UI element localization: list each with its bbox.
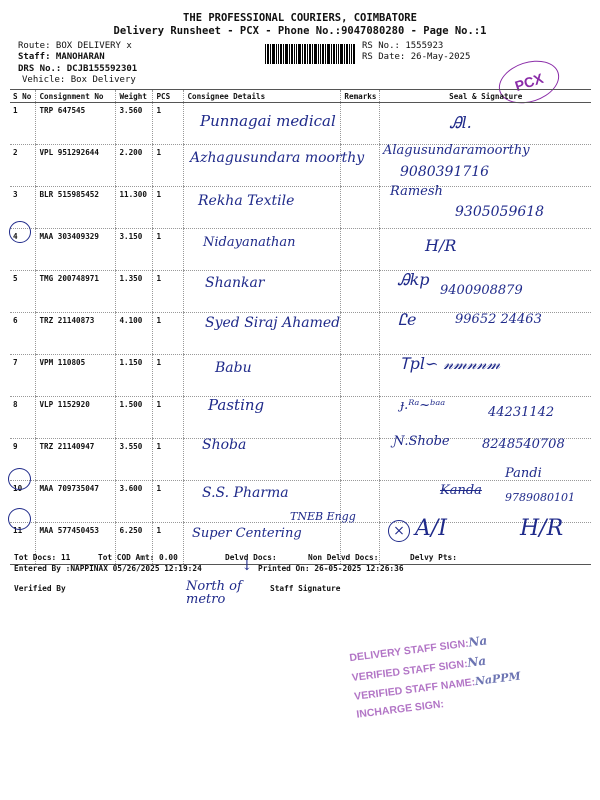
stamp-line: VERIFIED STAFF SIGN: — [351, 657, 469, 685]
document-subtitle: Delivery Runsheet - PCX - Phone No.:9047080280 - Page No.:1 — [113, 25, 487, 37]
cell-pcs: 1 — [153, 355, 184, 397]
total-cod-amount: Tot COD Amt: 0.00 — [98, 553, 178, 562]
cell-consignment: TRZ 21140947 — [36, 439, 116, 481]
cell-weight: 11.300 — [116, 187, 153, 229]
cell-consignment: TRZ 21140873 — [36, 313, 116, 355]
handwritten-note: North of metro — [186, 579, 242, 607]
cell-pcs: 1 — [153, 187, 184, 229]
entered-by: Entered By :NAPPINAX 05/26/2025 12:19:24 — [14, 564, 202, 573]
handwritten-phone: 99652 24463 — [455, 312, 542, 327]
cell-pcs: 1 — [153, 229, 184, 271]
cell-remarks — [341, 313, 380, 355]
stamp-line: INCHARGE SIGN: — [355, 698, 445, 721]
delivered-docs: Delvd Docs: — [225, 553, 277, 562]
handwritten-consignee: Azhagusundara moorthy — [190, 150, 365, 166]
handwritten-signature: Ramesh — [390, 184, 443, 199]
total-docs: Tot Docs: 11 — [14, 553, 71, 562]
handwritten-consignee: Syed Siraj Ahamed — [205, 315, 341, 331]
drs-number: DRS No.: DCJB155592301 — [18, 64, 138, 74]
staff-label: Staff: MANOHARAN — [18, 52, 105, 62]
stamp-line: VERIFIED STAFF NAME: — [353, 676, 476, 703]
cell-consignment: BLR 515985452 — [36, 187, 116, 229]
cell-weight: 1.350 — [116, 271, 153, 313]
cell-remarks — [341, 397, 380, 439]
column-header: Weight — [116, 90, 153, 103]
handwritten-phone: 9789080101 — [505, 491, 575, 504]
cell-remarks — [341, 439, 380, 481]
column-header: Remarks — [341, 90, 380, 103]
cell-pcs: 1 — [153, 313, 184, 355]
barcode-image — [265, 44, 355, 64]
table-header-row — [10, 90, 591, 103]
handwritten-phone: 44231142 — [488, 405, 555, 420]
rs-number: RS No.: 1555923 — [362, 41, 444, 51]
cell-weight: 3.550 — [116, 439, 153, 481]
handwritten-mark: H/R — [425, 236, 457, 255]
cell-sno: 2 — [10, 145, 36, 187]
cell-consignee — [184, 355, 341, 397]
pcx-stamp-text: PCX — [512, 69, 546, 95]
arrow-mark: ↓ — [241, 558, 253, 574]
cell-consignment: TRP 647545 — [36, 103, 116, 145]
cell-seal — [380, 229, 591, 271]
handwritten-consignee: Shankar — [205, 275, 265, 291]
cell-consignment: VLP 1152920 — [36, 397, 116, 439]
cell-remarks — [341, 187, 380, 229]
cell-consignment: MAA 303409329 — [36, 229, 116, 271]
delivery-points: Delvy Pts: — [410, 553, 457, 562]
stamp-line: DELIVERY STAFF SIGN: — [348, 637, 470, 665]
table-row — [10, 355, 591, 397]
verification-stamp — [349, 622, 586, 721]
handwritten-signature: Ꭲpl∽ 𝓃𝓂𝓃𝓃𝓂 — [400, 354, 501, 373]
cell-weight: 2.200 — [116, 145, 153, 187]
handwritten-phone: 9400908879 — [440, 283, 523, 298]
stamp-sign: NaPPM — [474, 669, 522, 689]
handwritten-signature: Ɲ.Shobe — [393, 434, 450, 449]
handwritten-signature: ɟ.ᴿᵃ~ᵇᵃᵃ — [400, 398, 446, 413]
handwritten-consignee: Shoba — [202, 437, 247, 453]
handwritten-signature: Ꭿkp — [398, 270, 430, 289]
cell-sno: 5 — [10, 271, 36, 313]
cell-weight: 1.500 — [116, 397, 153, 439]
non-delivered-docs: Non Delvd Docs: — [308, 553, 379, 562]
handwritten-consignee: Babu — [215, 360, 252, 376]
handwritten-signature: Ꮭe — [398, 310, 417, 329]
vehicle-label: Vehicle: Box Delivery — [22, 75, 136, 85]
cell-seal — [380, 103, 591, 145]
cell-pcs: 1 — [153, 439, 184, 481]
circle-mark — [9, 221, 31, 243]
column-header: Consignment No — [36, 90, 116, 103]
cell-remarks — [341, 229, 380, 271]
cell-sno: 7 — [10, 355, 36, 397]
cell-remarks — [341, 271, 380, 313]
handwritten-consignee-note: TNEB Engg — [290, 510, 356, 523]
cell-pcs: 1 — [153, 397, 184, 439]
cell-remarks — [341, 355, 380, 397]
handwritten-signature: Pandi — [505, 466, 542, 481]
cell-consignment: MAA 709735047 — [36, 481, 116, 523]
handwritten-consignee: S.S. Pharma — [202, 485, 289, 501]
cell-consignment: TMG 200748971 — [36, 271, 116, 313]
table-row — [10, 229, 591, 271]
staff-signature-label: Staff Signature — [270, 584, 341, 593]
cell-sno: 6 — [10, 313, 36, 355]
column-header: Seal & Signature — [380, 90, 591, 103]
cell-consignment: VPM 110805 — [36, 355, 116, 397]
rs-date: RS Date: 26-May-2025 — [362, 52, 471, 62]
handwritten-phone: 9080391716 — [400, 164, 490, 180]
column-header: PCS — [153, 90, 184, 103]
handwritten-consignee: Rekha Textile — [198, 193, 295, 209]
stamp-sign: Na — [467, 633, 488, 650]
cell-pcs: 1 — [153, 481, 184, 523]
cell-sno: 11 — [10, 523, 36, 565]
column-header: S No — [10, 90, 36, 103]
handwritten-signature: Alagusundaramoorthy — [383, 143, 530, 158]
crossed-circle-mark: × — [388, 520, 410, 542]
handwritten-mark: A/I — [415, 516, 447, 541]
cell-sno: 1 — [10, 103, 36, 145]
cell-pcs: 1 — [153, 103, 184, 145]
circle-mark — [8, 468, 31, 490]
cell-pcs: 1 — [153, 145, 184, 187]
cell-sno: 3 — [10, 187, 36, 229]
cell-sno: 9 — [10, 439, 36, 481]
stamp-sign: Na — [466, 653, 487, 670]
document-title: THE PROFESSIONAL COURIERS, COIMBATORE — [183, 12, 417, 24]
cell-weight: 6.250 — [116, 523, 153, 565]
circle-mark — [8, 508, 31, 530]
verified-by-label: Verified By — [14, 584, 66, 593]
handwritten-consignee: Nidayanathan — [203, 235, 296, 250]
cell-consignment: MAA 577450453 — [36, 523, 116, 565]
cell-pcs: 1 — [153, 271, 184, 313]
handwritten-signature: Kanda — [440, 483, 482, 498]
handwritten-mark: H/R — [520, 516, 564, 541]
handwritten-phone: 8248540708 — [482, 437, 565, 452]
handwritten-consignee: Pasting — [208, 396, 265, 414]
cell-weight: 3.560 — [116, 103, 153, 145]
cell-consignment: VPL 951292644 — [36, 145, 116, 187]
cell-sno: 8 — [10, 397, 36, 439]
cell-sno: 4 — [10, 229, 36, 271]
cell-remarks — [341, 103, 380, 145]
cell-weight: 3.150 — [116, 229, 153, 271]
cell-weight: 4.100 — [116, 313, 153, 355]
cell-pcs: 1 — [153, 523, 184, 565]
cell-weight: 1.150 — [116, 355, 153, 397]
handwritten-signature: Ꭿl. — [450, 113, 472, 132]
route-label: Route: BOX DELIVERY x — [18, 41, 132, 51]
handwritten-consignee: Punnagai medical — [200, 112, 336, 130]
handwritten-consignee: Super Centering — [192, 526, 302, 541]
cell-weight: 3.600 — [116, 481, 153, 523]
column-header: Consignee Details — [184, 90, 341, 103]
handwritten-phone: 9305059618 — [455, 204, 545, 220]
printed-on: Printed On: 26-05-2025 12:26:36 — [258, 564, 404, 573]
cell-sno: 10 — [10, 481, 36, 523]
